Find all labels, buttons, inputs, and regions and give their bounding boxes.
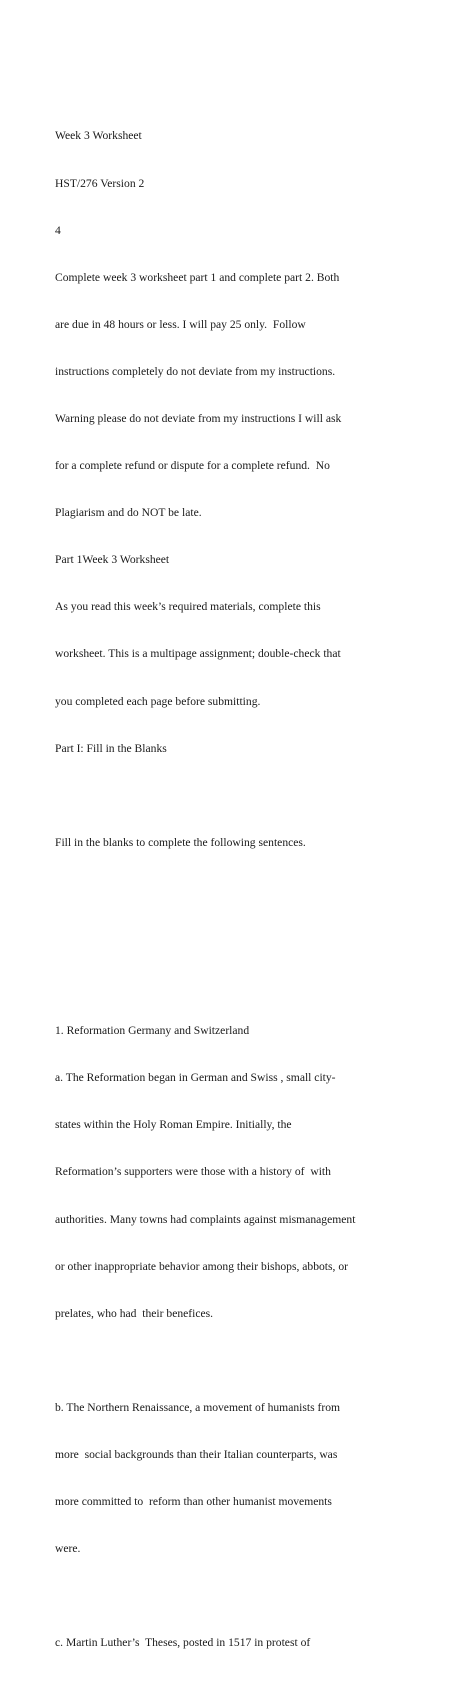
question-line: c. Martin Luther’s Theses, posted in 1517 in protest of [55,1636,311,1650]
question-line: more committed to reform than other humanist movements [55,1495,332,1509]
instructions-line: instructions completely do not deviate from my instructions. [55,364,336,378]
instructions-line: for a complete refund or dispute for a complete refund. No [55,459,330,473]
blank-line [55,788,435,804]
body-line: you completed each page before submitting. [55,694,261,708]
question-line: Reformation’s supporters were those with a history of with [55,1165,331,1179]
blank-line [55,1353,435,1369]
page-number: 4 [55,223,61,237]
question-line: more social backgrounds than their Italian counterparts, was [55,1448,338,1462]
question-line: a. The Reformation began in German and Swiss , small city- [55,1071,336,1085]
question-line: b. The Northern Renaissance, a movement of humanists from [55,1400,341,1414]
blank-line [55,1588,435,1604]
body-line: Fill in the blanks to complete the following sentences. [55,835,306,849]
blank-line [55,929,435,945]
course-version: HST/276 Version 2 [55,176,145,190]
document-text [55,97,435,1683]
question-line: or other inappropriate behavior among their bishops, abbots, or [55,1259,348,1273]
section-heading: Part I: Fill in the Blanks [55,741,167,755]
question-line: states within the Holy Roman Empire. Initially, the [55,1118,292,1132]
body-line: As you read this week’s required materials, complete this [55,600,321,614]
instructions-line: Warning please do not deviate from my instructions I will ask [55,411,342,425]
part-heading: Part 1Week 3 Worksheet [55,553,170,567]
question-line: were. [55,1542,81,1556]
question-heading: 1. Reformation Germany and Switzerland [55,1024,250,1038]
blank-line [55,976,435,992]
blank-line [55,882,435,898]
question-line: authorities. Many towns had complaints against mismanagement [55,1212,356,1226]
body-line: worksheet. This is a multipage assignment; double-check that [55,647,341,661]
question-line: prelates, who had their benefices. [55,1306,214,1320]
instructions-line: Plagiarism and do NOT be late. [55,506,202,520]
instructions-line: are due in 48 hours or less. I will pay 25 only. Follow [55,317,306,331]
instructions-line: Complete week 3 worksheet part 1 and complete part 2. Both [55,270,340,284]
doc-title: Week 3 Worksheet [55,129,142,143]
